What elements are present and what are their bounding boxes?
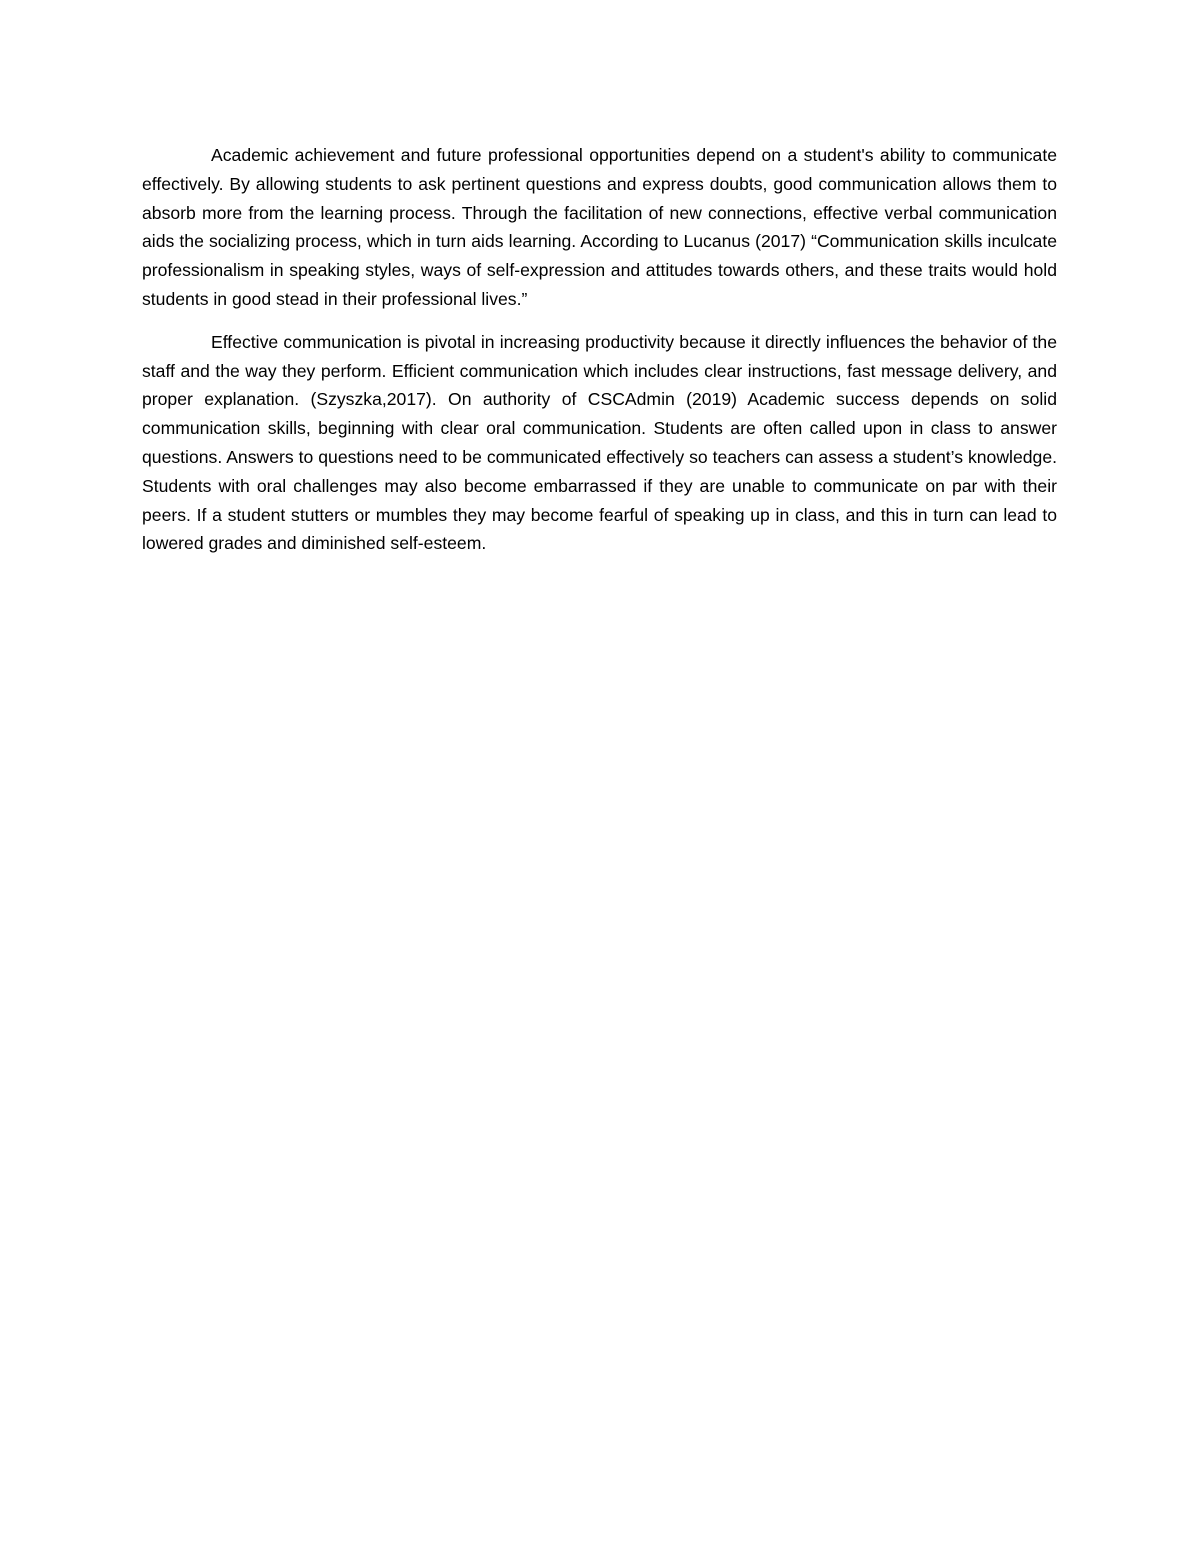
paragraph-1: Academic achievement and future professional opportunities depend on a student's ability to communicate effectively. By allowing students to ask pertinent questions and express doubts, good communication allows them to absorb more from the learning process. Through the facilitation of new connections, effective verbal communication aids the socializing process, which in turn aids learning. According to Lucanus (2017) “Communication skills inculcate professionalism in speaking styles, ways of self-expression and attitudes towards others, and these traits would hold students in good stead in their professional lives.” — [142, 145, 1057, 309]
paragraph-2: Effective communication is pivotal in increasing productivity because it directly influences the behavior of the staff and the way they perform. Efficient communication which includes clear instructions, fast message delivery, and proper explanation. (Szyszka,2017). On authority of CSCAdmin (2019) Academic success depends on solid communication skills, beginning with clear oral communication. Students are often called upon in class to answer questions. Answers to questions need to be communicated effectively so teachers can assess a student’s knowledge. Students with oral challenges may also become embarrassed if they are unable to communicate on par with their peers. If a student stutters or mumbles they may become fearful of speaking up in class, and this in turn can lead to lowered grades and diminished self-esteem. — [142, 331, 1057, 554]
document-body — [142, 141, 1057, 572]
